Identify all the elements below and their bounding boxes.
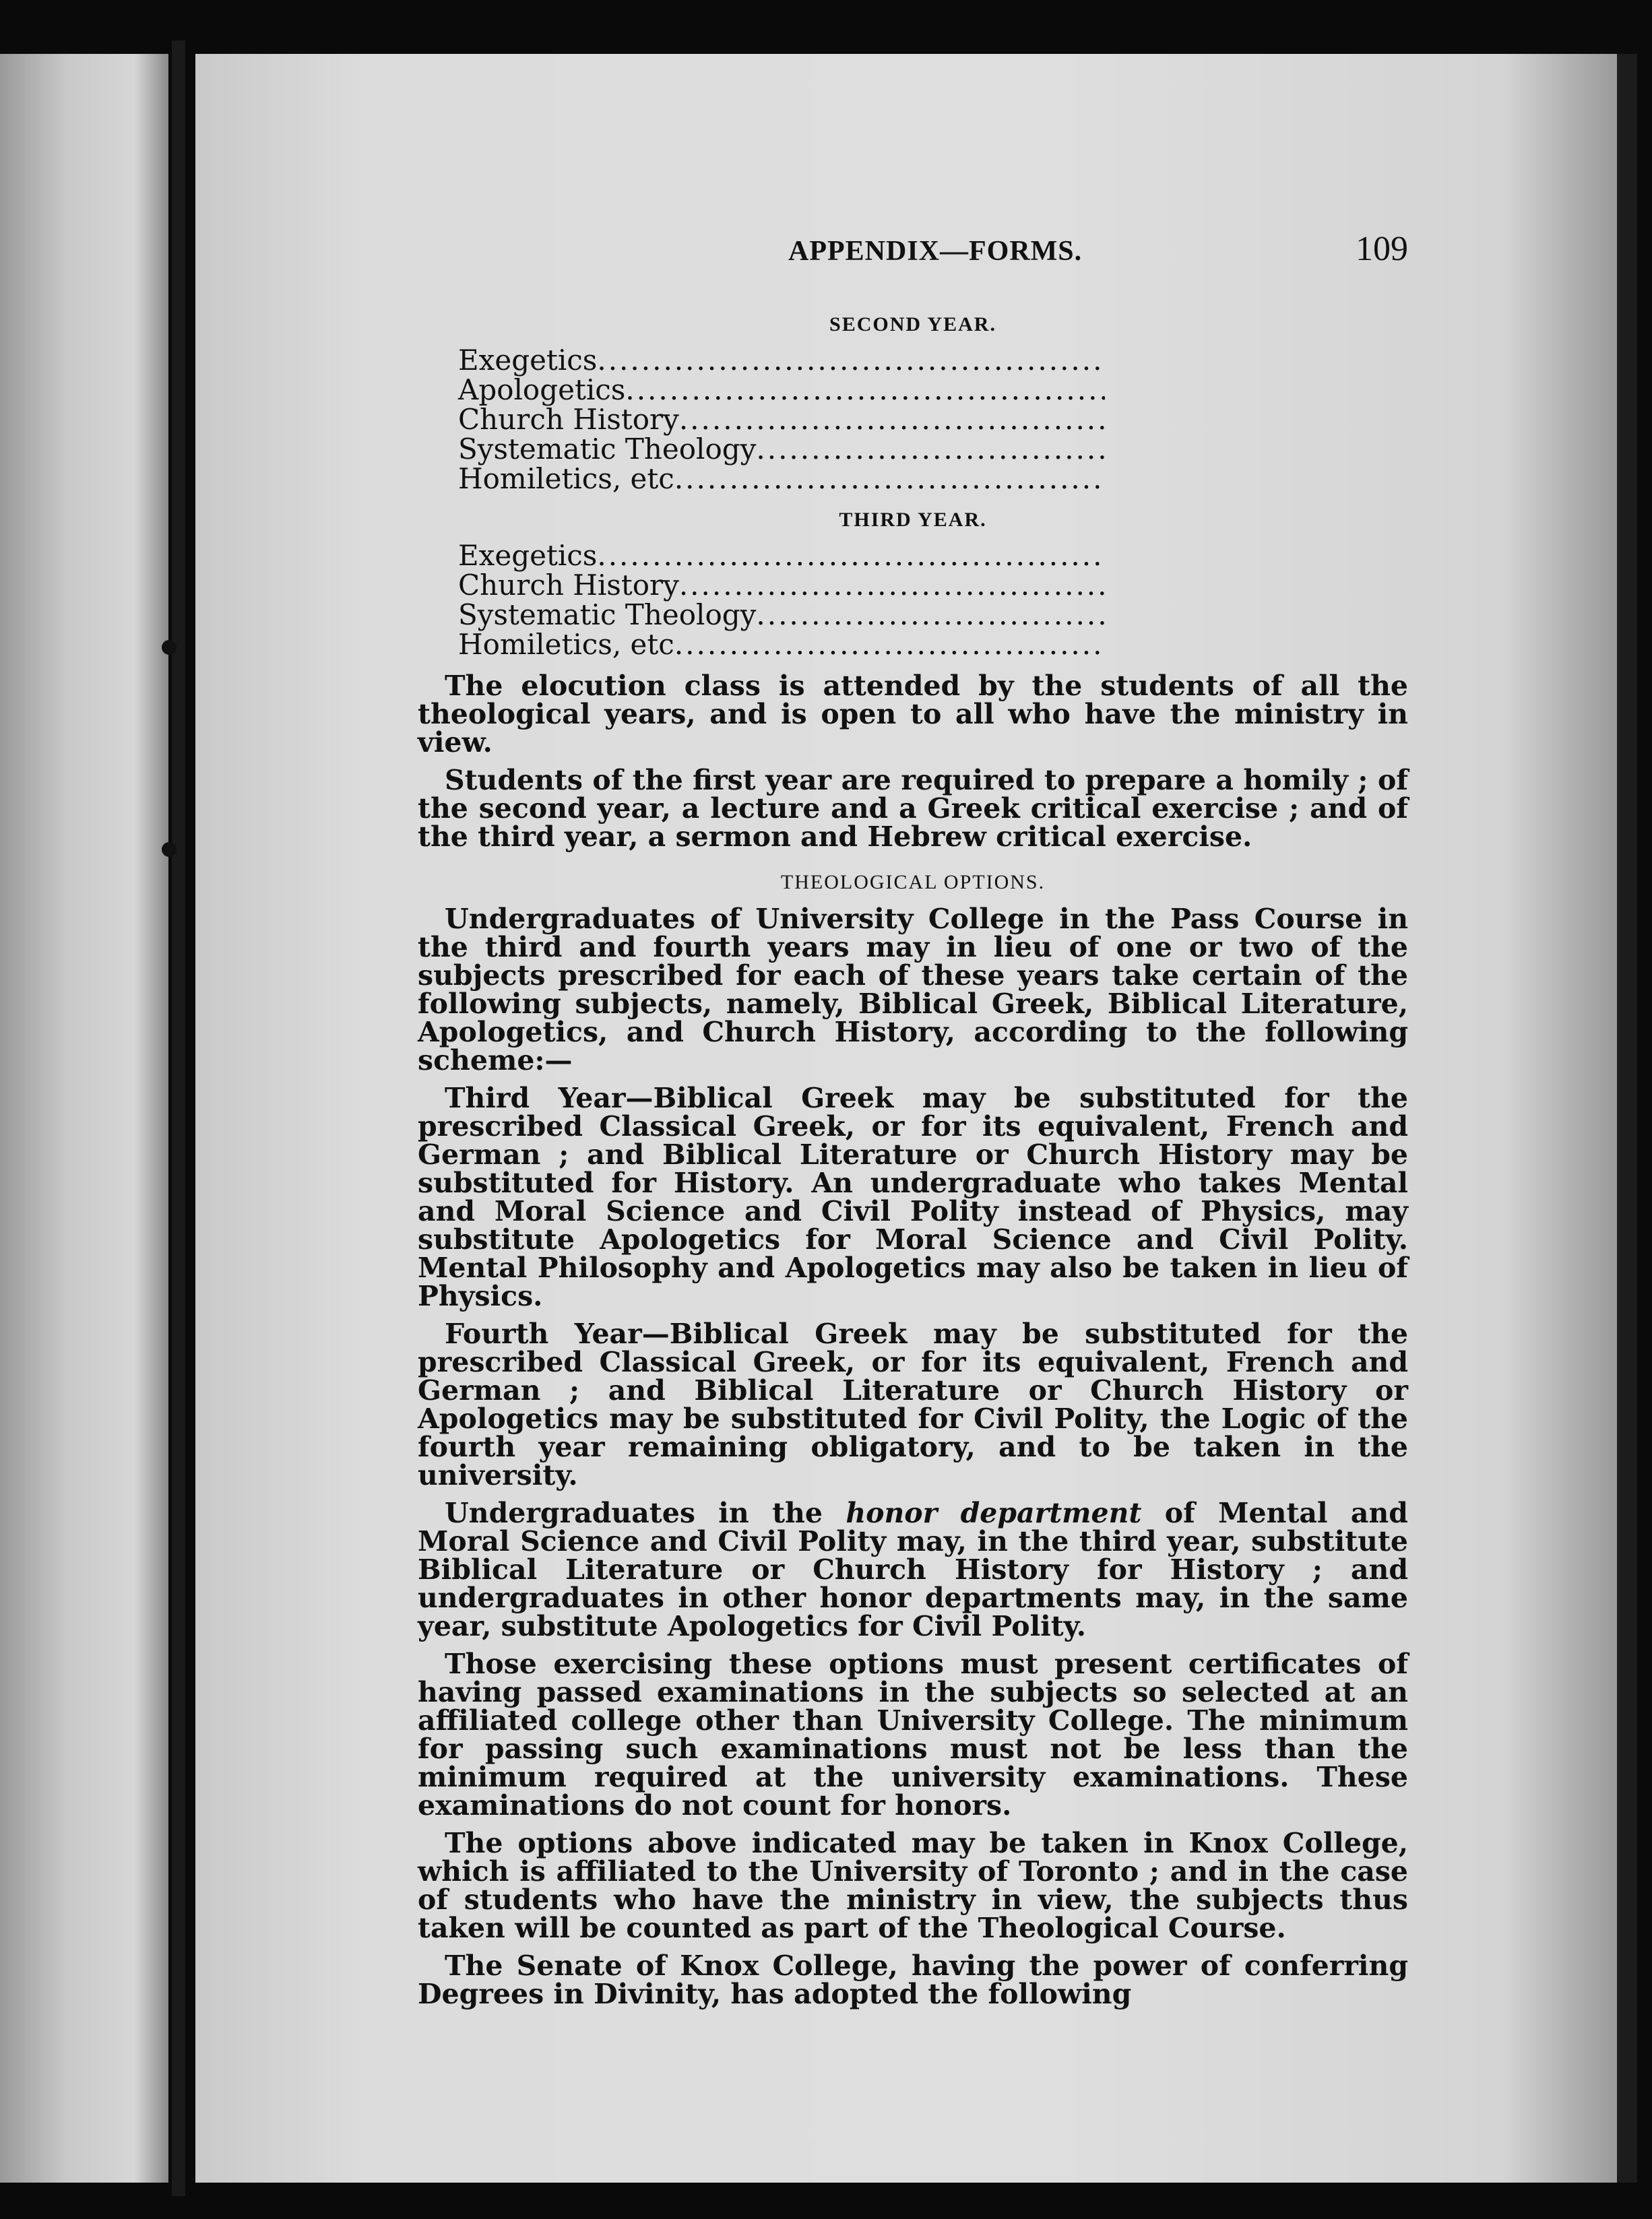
list-item: Exegetics ..... — [458, 346, 1105, 375]
paragraph: The Senate of Knox College, having the power of conferring Degrees in Divinity, has adopted the following — [418, 1950, 1408, 2010]
paragraph: Fourth Year—Biblical Greek may be substituted for the prescribed Classical Greek, or for its equivalent, French and German ; and Biblical Literature or Church History or Apologetics may be substituted for Civil Polity, the Logic of the fourth year remaining obligatory, and to be taken in the university. — [418, 1318, 1408, 1491]
paragraph: Those exercising these options must present certificates of having passed examinations in the subjects so selected at an affiliated college other than University College. The minimum for passing such examinations must not be less than the minimum required at the university examinations. These examinations do not count for honors. — [418, 1648, 1408, 1822]
paragraph: The elocution class is attended by the students of all the theological years, and is open to all who have the ministry in view. — [418, 670, 1408, 759]
theological-options-heading: THEOLOGICAL OPTIONS. — [780, 871, 1046, 893]
page-number: 109 — [1356, 230, 1408, 268]
facing-page-edge — [0, 54, 168, 2183]
paragraph: Students of the first year are required to prepare a homily ; of the second year, a lecture and a Greek critical exercise ; and of the third year, a sermon and Hebrew critical exercise. — [418, 764, 1408, 853]
paragraph: Third Year—Biblical Greek may be substituted for the prescribed Classical Greek, or for its equivalent, French and German ; and Biblical Literature or Church History may be substituted for History. An undergraduate who takes Mental and Moral Science and Civil Polity instead of Physics, may substitute Apologetics for Moral Science and Civil Polity. Mental Philosophy and Apologetics may also be taken in lieu of Physics. — [418, 1082, 1408, 1312]
list-item: Systematic Theology ..... — [458, 600, 1105, 630]
list-item: Exegetics ..... — [458, 541, 1105, 571]
italic-phrase: honor department — [846, 1497, 1142, 1529]
list-item: Church History ..... — [458, 405, 1105, 435]
list-item: Homiletics, etc ..... — [458, 630, 1105, 660]
third-year-list — [458, 541, 1105, 660]
third-year-heading: THIRD YEAR. — [839, 509, 987, 531]
paragraph: Undergraduates of University College in the Pass Course in the third and fourth years may in lieu of one or two of the subjects prescribed for each of these years take certain of the following subjects, namely, Biblical Greek, Biblical Literature, Apologetics, and Church History, according to the following scheme:— — [418, 903, 1408, 1076]
second-year-list — [458, 346, 1105, 494]
page-content — [418, 307, 1408, 2018]
binding-hole — [162, 640, 177, 655]
list-item: Church History ..... — [458, 571, 1105, 600]
paragraph: Undergraduates in the honor department of Mental and Moral Science and Civil Polity may, in the third year, substitute Biblical Literature or Church History for History ; and undergraduates in other honor departments may, in the same year, substitute Apologetics for Civil Polity. — [418, 1497, 1408, 1642]
list-item: Homiletics, etc ..... — [458, 464, 1105, 494]
second-year-heading: SECOND YEAR. — [829, 313, 996, 335]
list-item: Systematic Theology ..... — [458, 435, 1105, 464]
binding-hole — [162, 842, 177, 857]
running-header — [788, 229, 1408, 269]
list-item: Apologetics ..... — [458, 375, 1105, 405]
book-gutter — [172, 40, 185, 2196]
paragraph: The options above indicated may be taken in Knox College, which is affiliated to the University of Toronto ; and in the case of students who have the ministry in view, the subjects thus taken will be counted as part of the Theological Course. — [418, 1827, 1408, 1944]
running-title: APPENDIX—FORMS. — [788, 236, 1083, 267]
